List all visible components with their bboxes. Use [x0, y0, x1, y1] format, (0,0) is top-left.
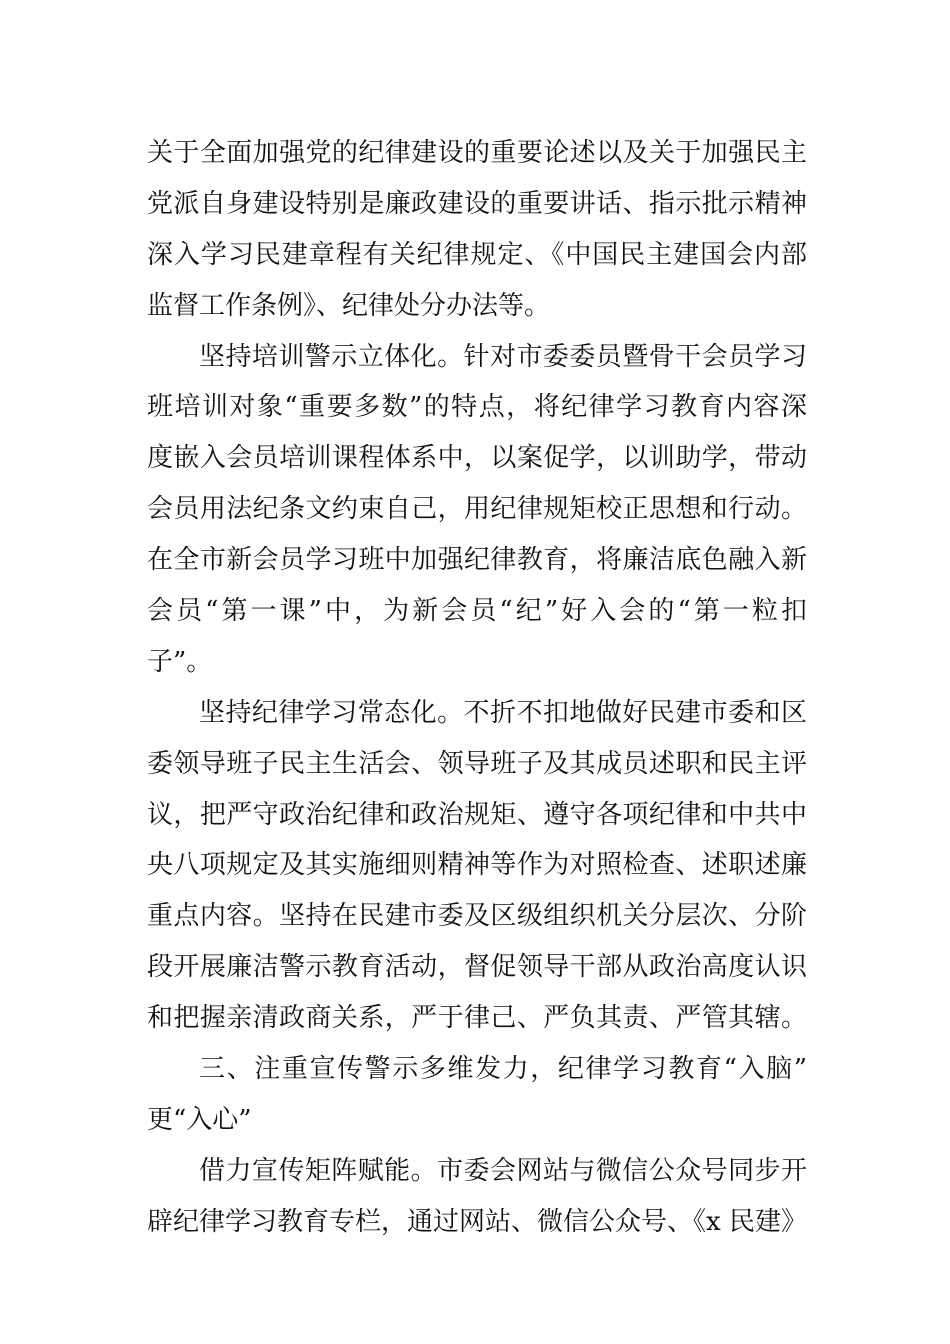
text-line: 央八项规定及其实施细则精神等作为对照检查、述职述廉 [147, 850, 807, 881]
text-line: 借力宣传矩阵赋能。市委会网站与微信公众号同步开 [199, 1155, 807, 1186]
paragraph-publicity-matrix [147, 1146, 807, 1248]
text-line: 监督工作条例》、纪律处分办法等。 [147, 290, 551, 321]
text-line: 度嵌入会员培训课程体系中，以案促学，以训助学，带动 [147, 443, 807, 474]
text-line: 关于全面加强党的纪律建设的重要论述以及关于加强民主 [147, 138, 807, 168]
document-body [147, 128, 807, 1248]
section-heading [147, 1044, 807, 1146]
text-line: 班培训对象“重要多数”的特点，将纪律学习教育内容深 [147, 392, 807, 423]
text-line: 深入学习民建章程有关纪律规定、《中国民主建国会内部 [147, 239, 807, 270]
text-line: 辟纪律学习教育专栏，通过网站、微信公众号、《x 民建》 [147, 1206, 807, 1237]
text-line: 更“入心” [147, 1104, 252, 1135]
text-line: 会员“第一课”中，为新会员“纪”好入会的“第一粒扣 [147, 596, 807, 627]
text-line: 会员用法纪条文约束自己，用纪律规矩校正思想和行动。 [147, 494, 807, 525]
text-line: 子”。 [147, 646, 213, 677]
text-line: 坚持培训警示立体化。针对市委委员暨骨干会员学习 [199, 341, 807, 372]
text-line: 议，把严守政治纪律和政治规矩、遵守各项纪律和中共中 [147, 799, 807, 830]
text-line: 段开展廉洁警示教育活动，督促领导干部从政治高度认识 [147, 952, 807, 983]
paragraph-intro-study [147, 128, 807, 332]
text-line: 委领导班子民主生活会、领导班子及其成员述职和民主评 [147, 748, 807, 779]
text-line: 坚持纪律学习常态化。不折不扣地做好民建市委和区 [199, 697, 807, 728]
text-line: 在全市新会员学习班中加强纪律教育，将廉洁底色融入新 [147, 545, 807, 576]
text-line: 和把握亲清政商关系，严于律己、严负其责、严管其辖。 [147, 1003, 807, 1034]
text-line: 党派自身建设特别是廉政建设的重要讲话、指示批示精神 [147, 188, 807, 219]
paragraph-training-warning [147, 332, 807, 688]
text-line: 三、注重宣传警示多维发力，纪律学习教育“入脑” [199, 1054, 807, 1085]
paragraph-regular-study [147, 688, 807, 1044]
text-line: 重点内容。坚持在民建市委及区级组织机关分层次、分阶 [147, 901, 807, 932]
